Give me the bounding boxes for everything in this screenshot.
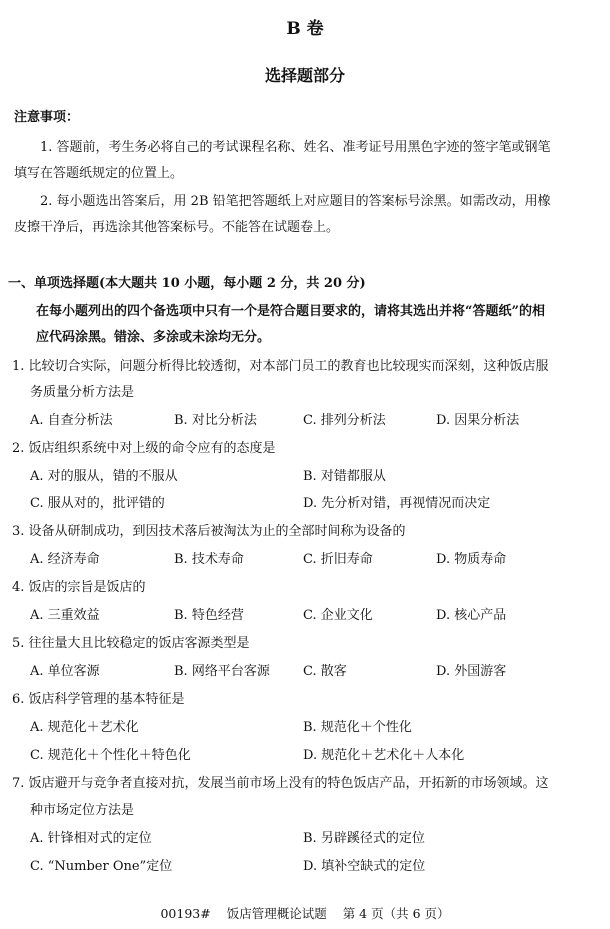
question-7-option-c: C. “Number One”定位	[30, 859, 173, 874]
note-item-1-line-1: 1. 答题前，考生务必将自己的考试课程名称、姓名、准考证号用黑色字迹的签字笔或钢笔	[40, 140, 551, 155]
question-5-option-c: C. 散客	[303, 664, 347, 679]
question-2-option-c: C. 服从对的，批评错的	[30, 496, 165, 511]
question-7-stem-line-2: 种市场定位方法是	[30, 803, 135, 818]
question-2-option-b: B. 对错都服从	[303, 469, 386, 484]
section-instruction-line-1: 在每小题列出的四个备选项中只有一个是符合题目要求的，请将其选出并将“答题纸”的相	[36, 304, 545, 319]
question-1-stem-line-1: 1. 比较切合实际，问题分析得比较透彻，对本部门员工的教育也比较现实而深刻，这种饭店服	[12, 359, 549, 374]
question-7-option-b: B. 另辟蹊径式的定位	[303, 831, 425, 846]
question-5-option-a: A. 单位客源	[30, 664, 100, 679]
question-2-option-d: D. 先分析对错，再视情况而决定	[303, 496, 491, 511]
section-instruction-line-2: 应代码涂黑。错涂、多涂或未涂均无分。	[36, 330, 271, 345]
footer-page-number: 第 4 页（共 6 页）	[342, 906, 450, 921]
question-5-option-d: D. 外国游客	[436, 664, 507, 679]
question-3-option-a: A. 经济寿命	[30, 552, 100, 567]
footer-title: 饭店管理概论试题	[226, 906, 327, 921]
question-5-stem: 5. 往往量大且比较稳定的饭店客源类型是	[12, 636, 250, 651]
question-6-option-b: B. 规范化＋个性化	[303, 720, 412, 735]
volume-title: B 卷	[286, 19, 324, 39]
part-title: 选择题部分	[264, 66, 345, 85]
question-3-option-c: C. 折旧寿命	[303, 552, 373, 567]
question-5-option-b: B. 网络平台客源	[174, 664, 270, 679]
question-1-option-b: B. 对比分析法	[174, 413, 257, 428]
question-1-option-d: D. 因果分析法	[436, 413, 520, 428]
note-item-2-line-2: 皮擦干净后，再选涂其他答案标号。不能答在试题卷上。	[14, 220, 340, 235]
question-6-stem: 6. 饭店科学管理的基本特征是	[12, 692, 185, 707]
question-1-option-c: C. 排列分析法	[303, 413, 386, 428]
question-6-option-d: D. 规范化＋艺术化＋人本化	[303, 748, 465, 763]
question-4-option-c: C. 企业文化	[303, 608, 373, 623]
notes-heading: 注意事项：	[14, 110, 80, 125]
question-7-option-d: D. 填补空缺式的定位	[303, 859, 426, 874]
question-1-stem-line-2: 务质量分析方法是	[30, 385, 135, 400]
question-6-option-a: A. 规范化＋艺术化	[30, 720, 139, 735]
question-4-option-b: B. 特色经营	[174, 608, 244, 623]
question-3-option-b: B. 技术寿命	[174, 552, 244, 567]
question-1-option-a: A. 自查分析法	[30, 413, 113, 428]
question-7-stem-line-1: 7. 饭店避开与竞争者直接对抗，发展当前市场上没有的特色饭店产品，开拓新的市场领域。这	[12, 776, 549, 791]
footer-code: 00193#	[160, 906, 211, 921]
note-item-1-line-2: 填写在答题纸规定的位置上。	[14, 166, 184, 181]
section-title: 一、单项选择题(本大题共 10 小题，每小题 2 分，共 20 分)	[8, 276, 366, 291]
question-2-stem: 2. 饭店组织系统中对上级的命令应有的态度是	[12, 441, 276, 456]
question-3-stem: 3. 设备从研制成功，到因技术落后被淘汰为止的全部时间称为设备的	[12, 524, 406, 539]
question-4-option-d: D. 核心产品	[436, 608, 507, 623]
question-4-option-a: A. 三重效益	[30, 608, 100, 623]
question-3-option-d: D. 物质寿命	[436, 552, 507, 567]
question-2-option-a: A. 对的服从，错的不服从	[30, 469, 178, 484]
question-4-stem: 4. 饭店的宗旨是饭店的	[12, 580, 146, 595]
question-6-option-c: C. 规范化＋个性化＋特色化	[30, 748, 191, 763]
page-footer	[0, 904, 610, 922]
question-7-option-a: A. 针锋相对式的定位	[30, 831, 152, 846]
note-item-2-line-1: 2. 每小题选出答案后，用 2B 铅笔把答题纸上对应题目的答案标号涂黑。如需改动，用橡	[40, 194, 551, 209]
